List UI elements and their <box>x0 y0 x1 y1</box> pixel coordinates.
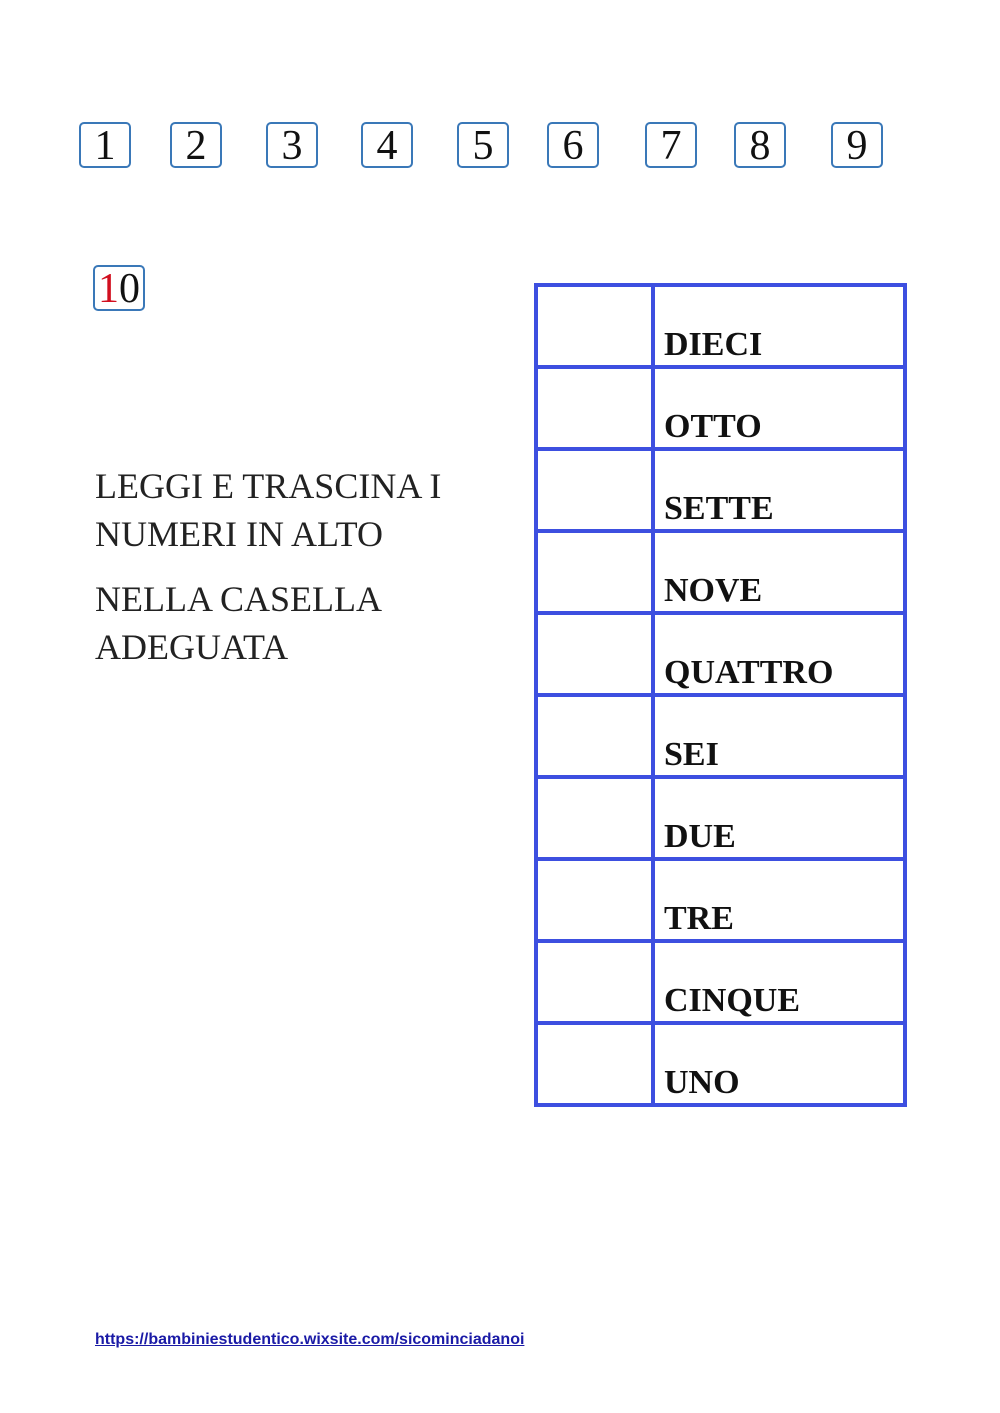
word-cell-dieci: DIECI <box>653 285 905 367</box>
number-tile-6[interactable]: 6 <box>547 122 599 168</box>
source-link[interactable]: https://bambiniestudentico.wixsite.com/sicominciadanoi <box>95 1331 525 1348</box>
grid-row <box>536 531 905 613</box>
number-tile-10-second-digit: 0 <box>119 266 140 312</box>
word-cell-quattro: QUATTRO <box>653 613 905 695</box>
word-cell-uno: UNO <box>653 1023 905 1105</box>
number-tile-5[interactable]: 5 <box>457 122 509 168</box>
drop-box-sei[interactable] <box>536 695 653 777</box>
number-tile-8[interactable]: 8 <box>734 122 786 168</box>
grid-row <box>536 941 905 1023</box>
word-cell-tre: TRE <box>653 859 905 941</box>
word-cell-cinque: CINQUE <box>653 941 905 1023</box>
drop-box-sette[interactable] <box>536 449 653 531</box>
instruction-line-2: NUMERI IN ALTO <box>95 514 384 554</box>
number-tile-9[interactable]: 9 <box>831 122 883 168</box>
grid-row <box>536 695 905 777</box>
word-cell-sei: SEI <box>653 695 905 777</box>
word-cell-otto: OTTO <box>653 367 905 449</box>
word-cell-due: DUE <box>653 777 905 859</box>
drop-box-uno[interactable] <box>536 1023 653 1105</box>
grid-row <box>536 367 905 449</box>
number-tile-3[interactable]: 3 <box>266 122 318 168</box>
word-cell-sette: SETTE <box>653 449 905 531</box>
grid-row <box>536 777 905 859</box>
number-tile-4[interactable]: 4 <box>361 122 413 168</box>
number-tile-10-first-digit: 1 <box>98 266 119 312</box>
drop-box-due[interactable] <box>536 777 653 859</box>
drop-box-nove[interactable] <box>536 531 653 613</box>
drop-box-otto[interactable] <box>536 367 653 449</box>
grid-row <box>536 285 905 367</box>
drop-box-dieci[interactable] <box>536 285 653 367</box>
number-tile-2[interactable]: 2 <box>170 122 222 168</box>
number-tile-10[interactable] <box>93 265 145 311</box>
grid-row <box>536 613 905 695</box>
grid-row <box>536 449 905 531</box>
drop-box-quattro[interactable] <box>536 613 653 695</box>
matching-grid <box>534 283 907 1107</box>
number-tile-7[interactable]: 7 <box>645 122 697 168</box>
instruction-line-3: NELLA CASELLA <box>95 579 382 619</box>
drop-box-cinque[interactable] <box>536 941 653 1023</box>
word-cell-nove: NOVE <box>653 531 905 613</box>
drop-box-tre[interactable] <box>536 859 653 941</box>
grid-row <box>536 859 905 941</box>
instruction-line-1: LEGGI E TRASCINA I <box>95 466 442 506</box>
instruction-line-4: ADEGUATA <box>95 627 289 667</box>
grid-row <box>536 1023 905 1105</box>
number-tile-1[interactable]: 1 <box>79 122 131 168</box>
